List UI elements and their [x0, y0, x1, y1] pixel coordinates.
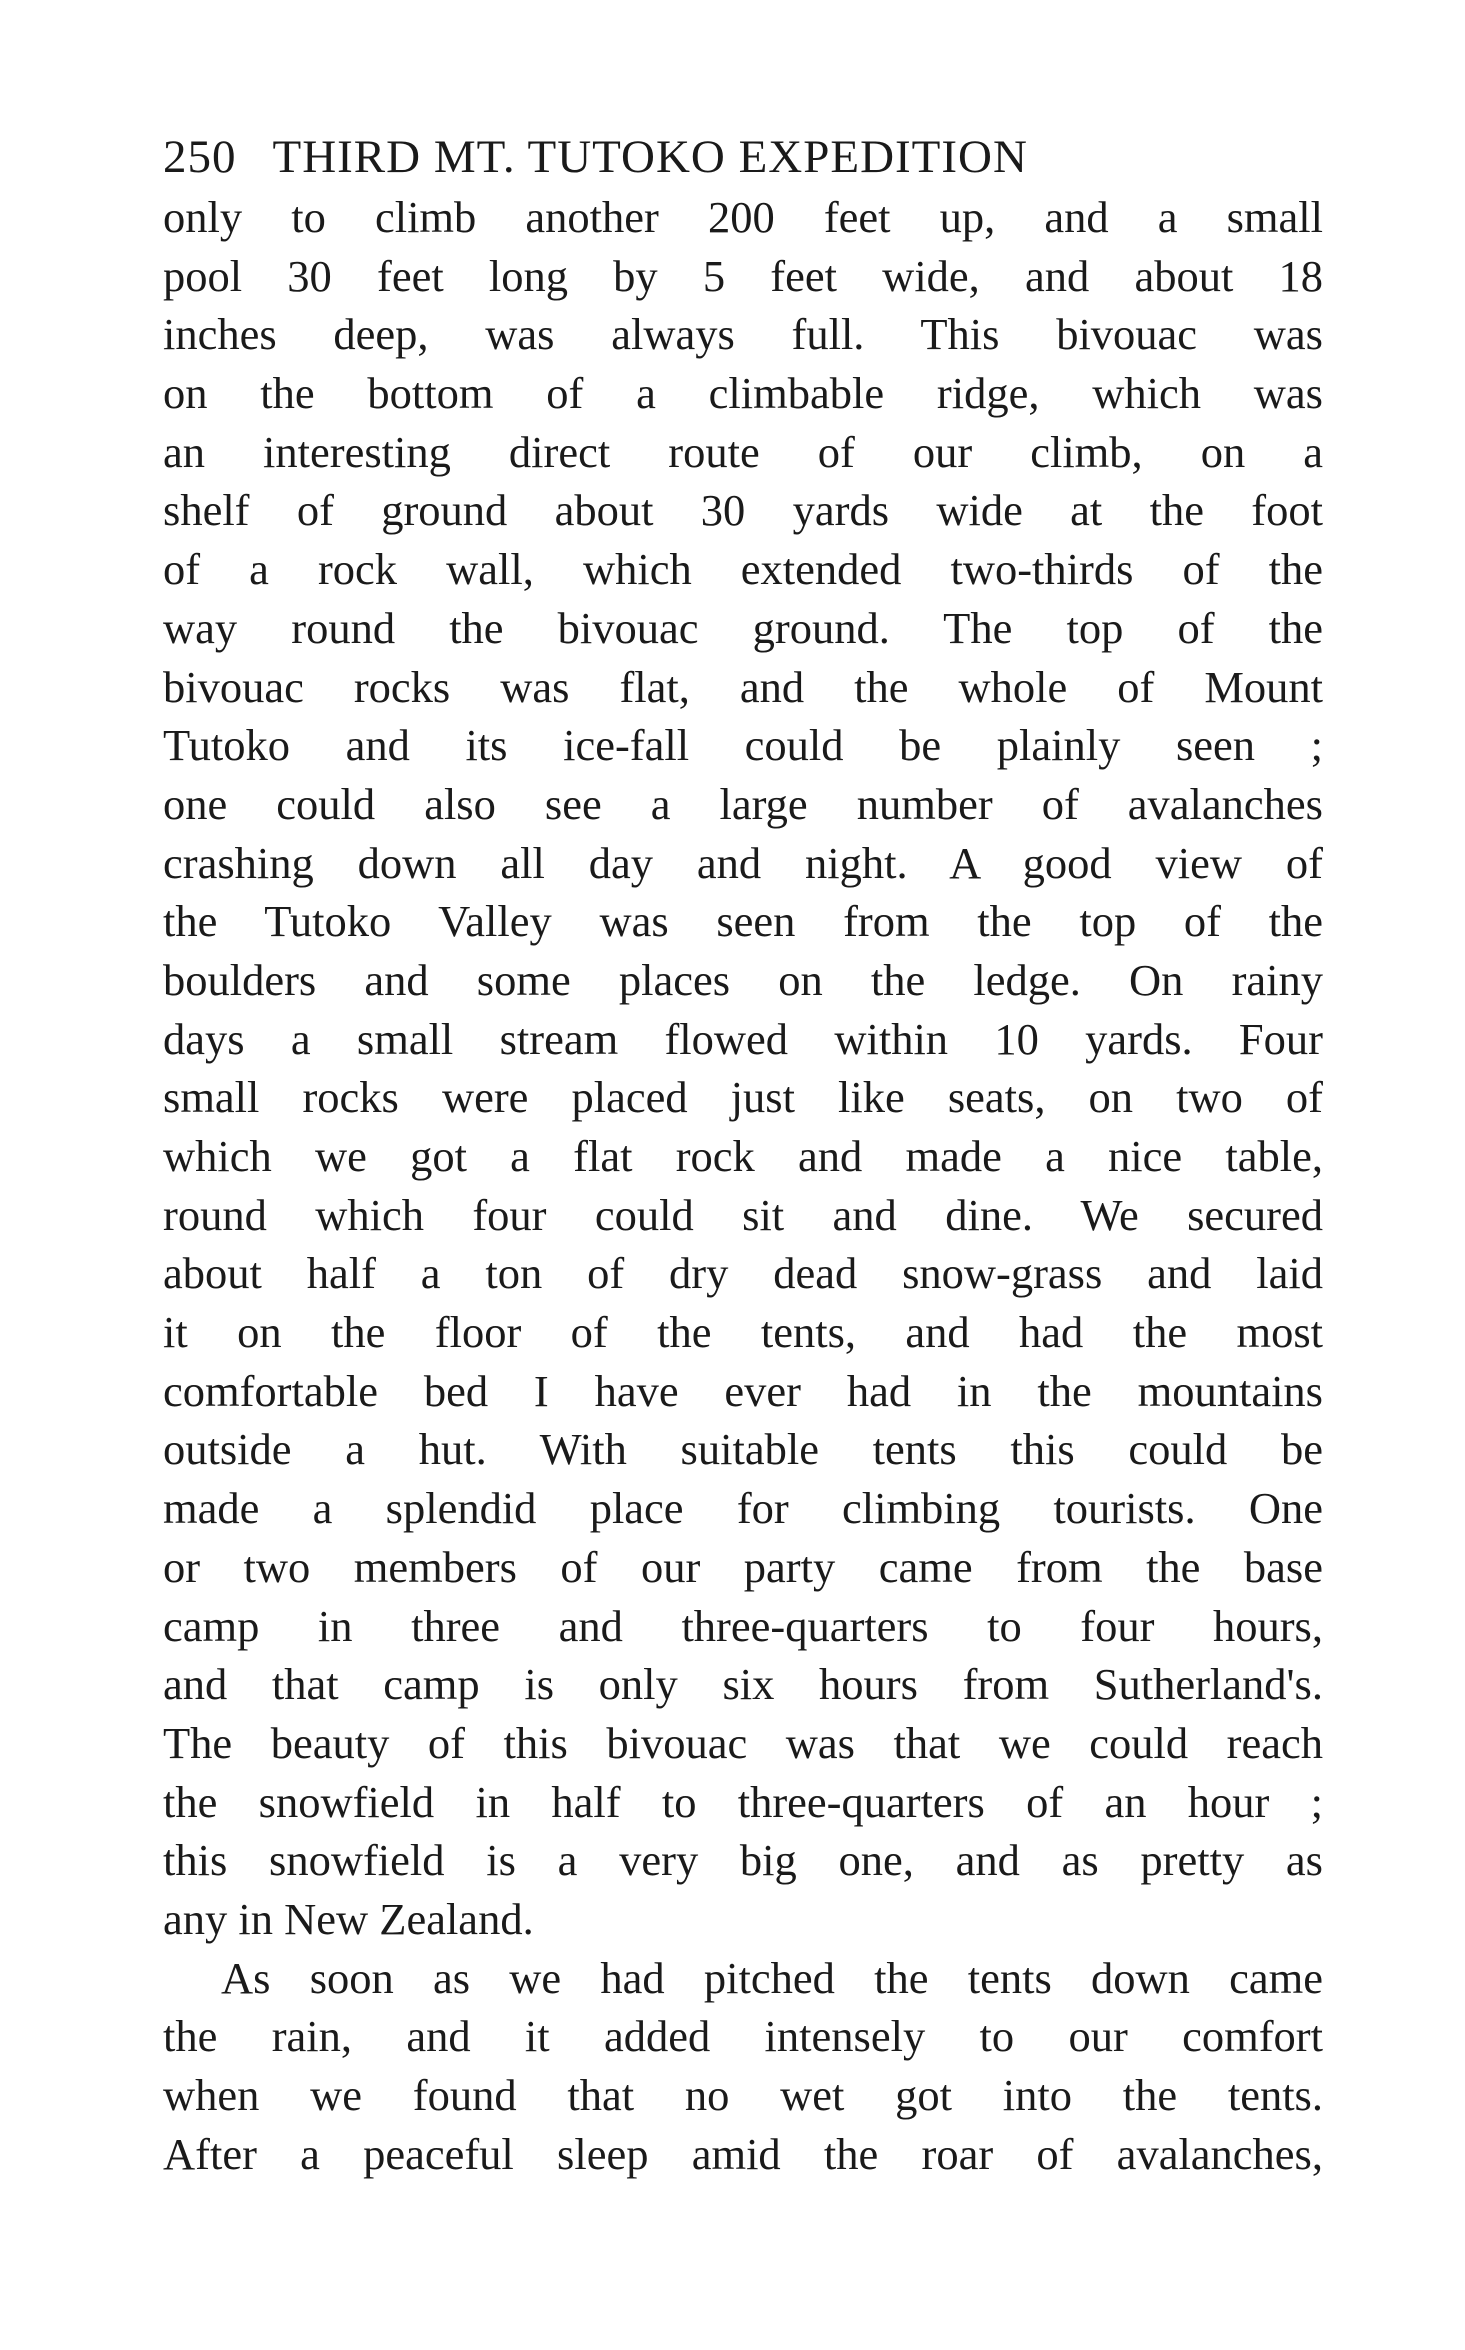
- text-line: shelf of ground about 30 yards wide at the foot: [163, 485, 1323, 536]
- text-line: the Tutoko Valley was seen from the top of the: [163, 896, 1323, 947]
- text-line: small rocks were placed just like seats, on two of: [163, 1072, 1323, 1123]
- text-line: outside a hut. With suitable tents this could be: [163, 1424, 1323, 1475]
- text-line: days a small stream flowed within 10 yards. Four: [163, 1013, 1323, 1064]
- text-line: boulders and some places on the ledge. On rainy: [163, 954, 1323, 1005]
- text-line: round which four could sit and dine. We secured: [163, 1189, 1323, 1240]
- paragraph-end-line: any in New Zealand.: [163, 1893, 534, 1944]
- text-line: which we got a flat rock and made a nice table,: [163, 1131, 1323, 1181]
- book-page: [163, 130, 1323, 2183]
- text-line: Tutoko and its ice-fall could be plainly seen ;: [163, 720, 1323, 771]
- running-head: [163, 130, 1323, 188]
- running-title: THIRD MT. TUTOKO EXPEDITION: [272, 131, 1028, 183]
- text-line: comfortable bed I have ever had in the mountains: [163, 1365, 1323, 1416]
- text-line: it on the floor of the tents, and had the most: [163, 1307, 1323, 1358]
- text-line: inches deep, was always full. This bivouac was: [163, 309, 1323, 360]
- paragraph-start-line: As soon as we had pitched the tents down came: [221, 1952, 1323, 2003]
- text-line: one could also see a large number of avalanches: [163, 778, 1323, 829]
- text-line: bivouac rocks was flat, and the whole of Mount: [163, 661, 1323, 712]
- text-line: the snowfield in half to three-quarters of an hour ;: [163, 1776, 1323, 1827]
- text-line: or two members of our party came from the base: [163, 1541, 1323, 1592]
- text-line: on the bottom of a climbable ridge, which was: [163, 368, 1323, 419]
- text-line: of a rock wall, which extended two-thirds of the: [163, 544, 1323, 595]
- text-line: camp in three and three-quarters to four hours,: [163, 1600, 1323, 1651]
- text-line: The beauty of this bivouac was that we could reach: [163, 1717, 1323, 1768]
- text-line: about half a ton of dry dead snow-grass and laid: [163, 1248, 1323, 1299]
- text-line: an interesting direct route of our climb, on a: [163, 426, 1323, 477]
- page-number: 250: [163, 131, 237, 183]
- text-line: the rain, and it added intensely to our comfort: [163, 2011, 1323, 2062]
- text-line: made a splendid place for climbing tourists. One: [163, 1483, 1323, 1534]
- text-line: pool 30 feet long by 5 feet wide, and about 18: [163, 250, 1323, 301]
- text-line: way round the bivouac ground. The top of the: [163, 602, 1323, 653]
- text-line: and that camp is only six hours from Sutherland's.: [163, 1659, 1323, 1710]
- text-line: After a peaceful sleep amid the roar of avalanches,: [163, 2128, 1323, 2179]
- text-line: crashing down all day and night. A good view of: [163, 837, 1323, 888]
- body-text: [163, 188, 1323, 2183]
- text-line: this snowfield is a very big one, and as pretty as: [163, 1835, 1323, 1886]
- text-line: when we found that no wet got into the tents.: [163, 2070, 1323, 2120]
- text-line: only to climb another 200 feet up, and a small: [163, 192, 1323, 242]
